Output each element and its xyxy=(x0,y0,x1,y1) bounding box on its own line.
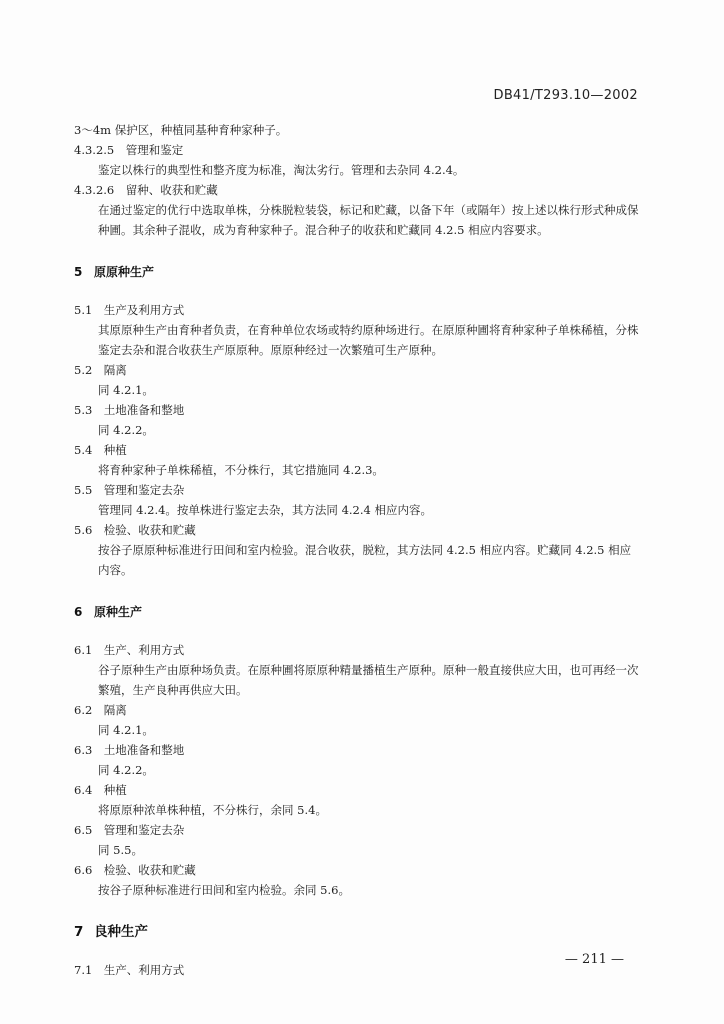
clause-body: 同 4.2.1。 xyxy=(98,723,154,737)
clause-body: 同 4.2.1。 xyxy=(98,383,154,397)
section-heading-6 xyxy=(74,602,640,622)
clause-title: 6.2 隔离 xyxy=(74,703,127,717)
clause-body: 在通过鉴定的优行中选取单株，分株脱粒装袋，标记和贮藏，以备下年（或隔年）按上述以株行形式种成保种圃。其余种子混收，成为育种家种子。混合种子的收获和贮藏同 4.2.5 相应内容要求。 xyxy=(98,203,639,237)
document-body xyxy=(74,120,640,980)
clause-title: 5.6 检验、收获和贮藏 xyxy=(74,523,196,537)
clause-title: 5.3 土地准备和整地 xyxy=(74,403,185,417)
section-number: 5 xyxy=(74,265,83,279)
section-title: 良种生产 xyxy=(94,924,148,940)
clause-body: 同 5.5。 xyxy=(98,843,143,857)
clause-body: 将育种家种子单株稀植，不分株行，其它措施同 4.2.3。 xyxy=(98,463,384,477)
clause-body: 谷子原种生产由原种场负责。在原种圃将原原种精量播植生产原种。原种一般直接供应大田，也可再经一次繁殖，生产良种再供应大田。 xyxy=(98,663,639,697)
clause-body: 管理同 4.2.4。按单株进行鉴定去杂，其方法同 4.2.4 相应内容。 xyxy=(98,503,432,517)
clause-body: 同 4.2.2。 xyxy=(98,763,154,777)
clause-title: 5.4 种植 xyxy=(74,443,127,457)
clause-title: 7.1 生产、利用方式 xyxy=(74,963,185,977)
clause-body: 鉴定以株行的典型性和整齐度为标准，淘汰劣行。管理和去杂同 4.2.4。 xyxy=(98,163,465,177)
clause-title: 6.6 检验、收获和贮藏 xyxy=(74,863,196,877)
clause-title: 5.5 管理和鉴定去杂 xyxy=(74,483,185,497)
clause-title: 6.4 种植 xyxy=(74,783,127,797)
clause-body: 将原原种浓单株种植，不分株行，余同 5.4。 xyxy=(98,803,327,817)
standard-code: DB41/T293.10—2002 xyxy=(493,88,638,103)
clause-body: 其原原种生产由育种者负责，在育种单位农场或特约原种场进行。在原原种圃将育种家种子单株稀植，分株鉴定去杂和混合收获生产原原种。原原种经过一次繁殖可生产原种。 xyxy=(98,323,639,357)
clause-title: 6.3 土地准备和整地 xyxy=(74,743,185,757)
clause-title: 4.3.2.5 管理和鉴定 xyxy=(74,143,184,157)
section-title: 原原种生产 xyxy=(94,265,155,279)
clause-body: 同 4.2.2。 xyxy=(98,423,154,437)
clause-body: 按谷子原原种标准进行田间和室内检验。混合收获，脱粒，其方法同 4.2.5 相应内容。贮藏同 4.2.5 相应内容。 xyxy=(98,543,632,577)
clause-title: 6.5 管理和鉴定去杂 xyxy=(74,823,185,837)
section-number: 7 xyxy=(74,924,84,940)
clause-title: 5.2 隔离 xyxy=(74,363,127,377)
clause-body: 按谷子原种标准进行田间和室内检验。余同 5.6。 xyxy=(98,883,350,897)
section-title: 原种生产 xyxy=(94,605,143,619)
clause-title: 4.3.2.6 留种、收获和贮藏 xyxy=(74,183,218,197)
section-heading-5 xyxy=(74,262,640,282)
text-line: 3～4m 保护区，种植同基种育种家种子。 xyxy=(74,123,288,137)
section-number: 6 xyxy=(74,605,83,619)
clause-title: 6.1 生产、利用方式 xyxy=(74,643,185,657)
clause-title: 5.1 生产及利用方式 xyxy=(74,303,185,317)
section-heading-7 xyxy=(74,922,640,942)
page-number: — 211 — xyxy=(564,952,624,967)
